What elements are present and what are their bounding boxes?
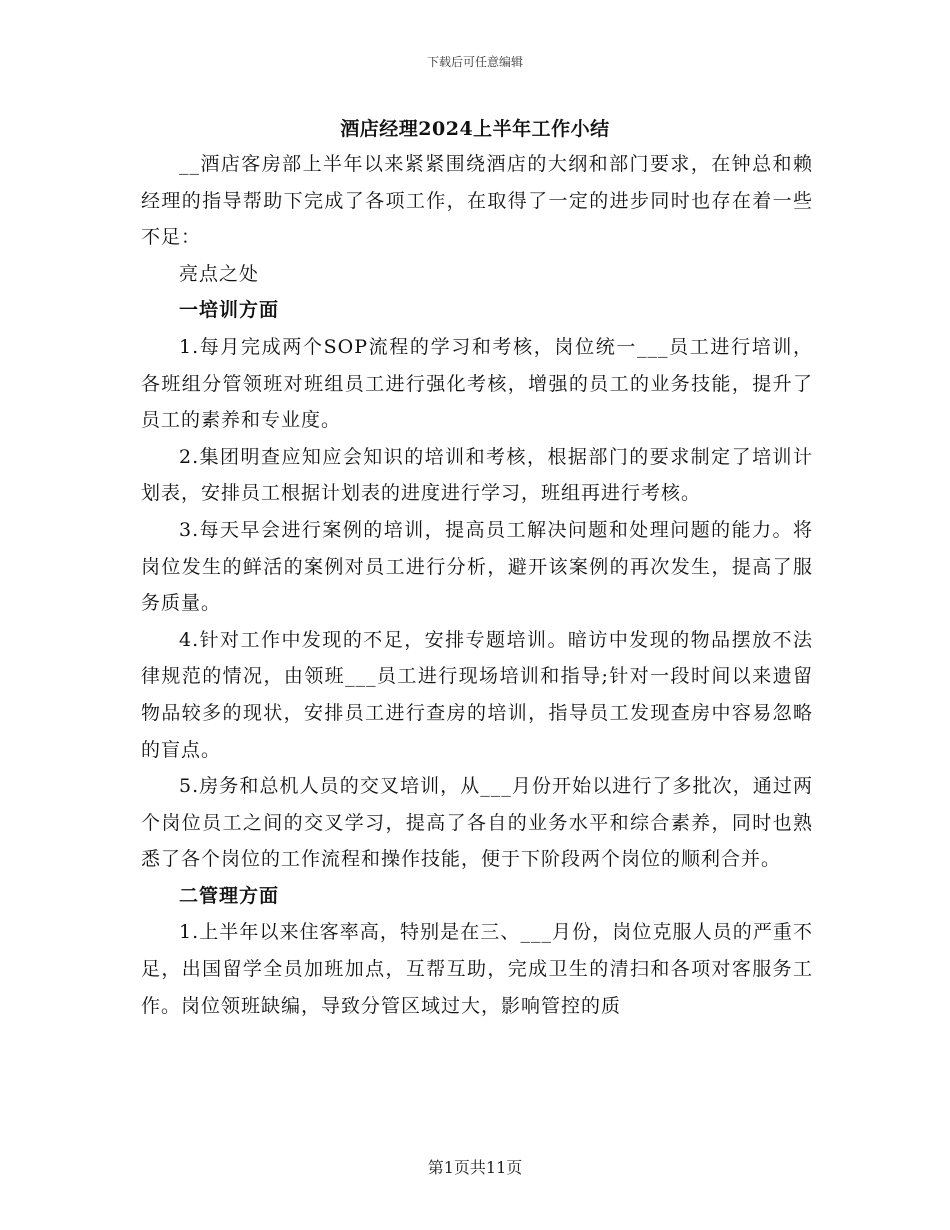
- training-item-5: 5.房务和总机人员的交叉培训，从___月份开始以进行了多批次，通过两个岗位员工之间的交叉学习，提高了各自的业务水平和综合素养，同时也熟悉了各个岗位的工作流程和操作技能，便于下阶段两个岗位的顺利合并。: [141, 775, 813, 871]
- page-number-footer: 第1页共11页: [427, 1158, 523, 1177]
- document-body: [141, 146, 813, 1024]
- intro-paragraph: __酒店客房部上半年以来紧紧围绕酒店的大纲和部门要求，在钟总和赖经理的指导帮助下完成了各项工作，在取得了一定的进步同时也存在着一些不足：: [141, 153, 813, 249]
- training-item-2: 2.集团明查应知应会知识的培训和考核，根据部门的要求制定了培训计划表，安排员工根据计划表的进度进行学习，班组再进行考核。: [141, 445, 813, 505]
- management-item-1: 1.上半年以来住客率高，特别是在三、___月份，岗位克服人员的严重不足，出国留学全员加班加点，互帮互助，完成卫生的清扫和各项对客服务工作。岗位领班缺编，导致分管区域过大，影响管控的质: [141, 921, 813, 1017]
- highlights-label: 亮点之处: [179, 262, 260, 285]
- training-item-3: 3.每天早会进行案例的培训，提高员工解决问题和处理问题的能力。将岗位发生的鲜活的案例对员工进行分析，避开该案例的再次发生，提高了服务质量。: [141, 518, 813, 615]
- section-heading-training: 一培训方面: [179, 299, 280, 322]
- page-header-note: 下载后可任意编辑: [426, 55, 523, 69]
- document-title: 酒店经理2024上半年工作小结: [340, 118, 610, 140]
- training-item-1: 1.每月完成两个SOP流程的学习和考核，岗位统一___员工进行培训，各班组分管领班对班组员工进行强化考核，增强的员工的业务技能，提升了员工的素养和专业度。: [141, 335, 813, 432]
- training-item-4: 4.针对工作中发现的不足，安排专题培训。暗访中发现的物品摆放不法律规范的情况，由领班___员工进行现场培训和指导;针对一段时间以来遗留物品较多的现状，安排员工进行查房的培训，指导员工发现查房中容易忽略的盲点。: [141, 628, 813, 761]
- section-heading-management: 二管理方面: [179, 884, 280, 907]
